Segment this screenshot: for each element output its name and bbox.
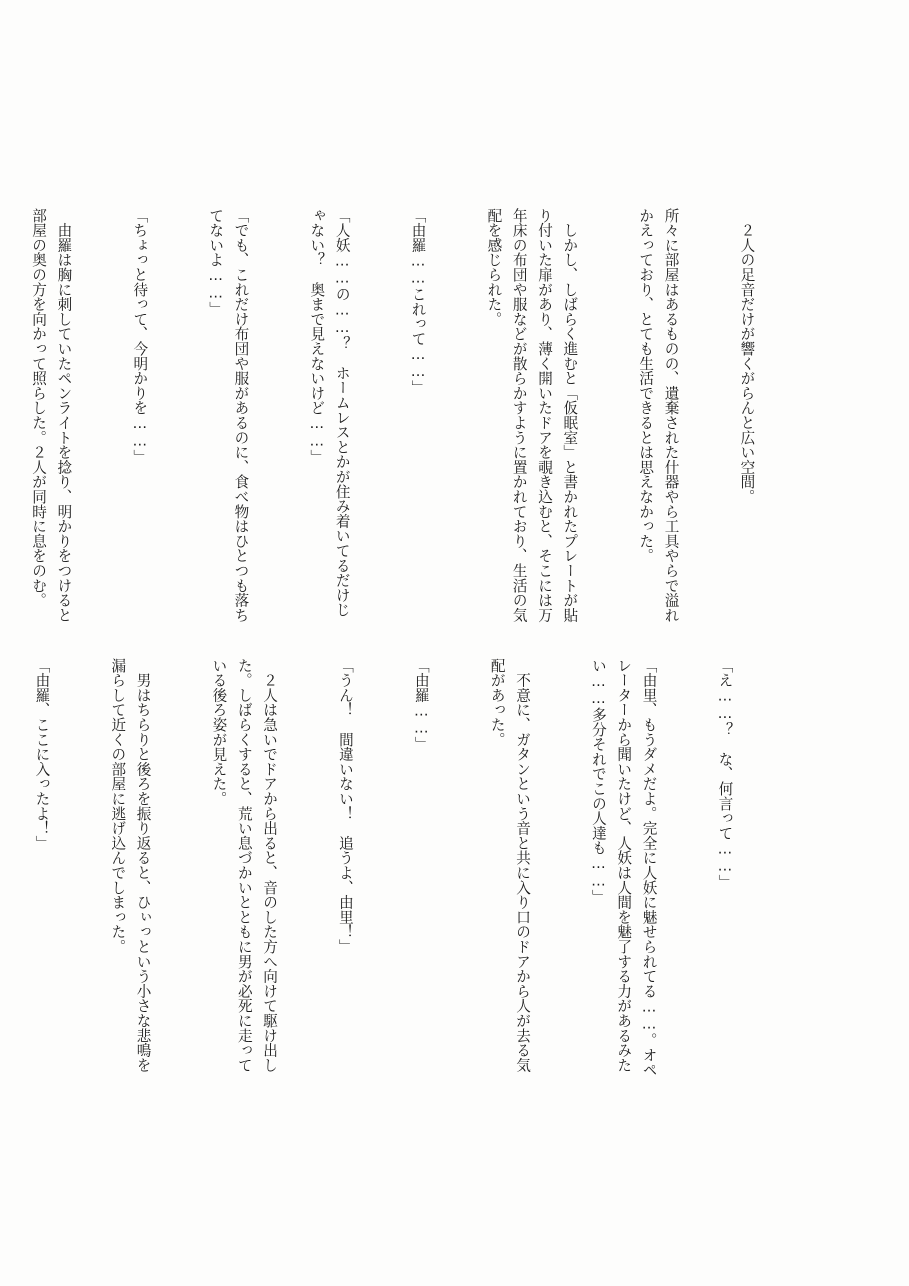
text-paragraph: 「由里、もうダメだよ。完全に人妖に魅せられてる……。オペレーターから聞いたけど、人妖は人間を魅了する力があるみたい……多分それでこの人達も……」: [589, 658, 658, 1078]
text-paragraph: 「え……？ な、何言って……」: [716, 658, 734, 890]
upper-text-block: [30, 208, 810, 628]
text-paragraph: 「由羅……これって……」: [409, 208, 427, 396]
lower-text-block: [33, 658, 788, 1078]
text-paragraph: 「由羅、ここに入ったよ！」: [33, 658, 51, 851]
text-paragraph: 男はちらりと後ろを振り返ると、ひぃっという小さな悲鳴を漏らして近くの部屋に逃げ込んでしまった。: [109, 658, 152, 1073]
text-paragraph: 「でも、これだけ布団や服があるのに、食べ物はひとつも落ちてないよ……」: [207, 208, 250, 623]
text-paragraph: 「由羅……」: [412, 658, 430, 752]
text-paragraph: 由羅は胸に刺していたペンライトを捻り、明かりをつけると部屋の奥の方を向かって照らした。２人が同時に息をのむ。: [30, 208, 73, 623]
text-paragraph: ２人は急いでドアから出ると、音のした方へ向けて駆け出した。しばらくすると、荒い息づかいとともに男が必死に走っている後ろ姿が見えた。: [210, 658, 279, 1073]
text-paragraph: しかし、しばらく進むと「仮眠室」と書かれたプレートが貼り付いた扉があり、薄く開いたドアを覗き込むと、そこには万年床の布団や服などが散らかすように置かれており、生活の気配を感じられた。: [485, 208, 579, 623]
text-paragraph: 「ちょっと待って、今明かりを……」: [131, 208, 149, 465]
text-paragraph: ２人の足音だけが響くがらんと広い空間。: [738, 208, 756, 504]
text-paragraph: 「人妖……の……？ ホームレスとかが住み着いてるだけじゃない？ 奥まで見えないけど……」: [308, 208, 351, 618]
text-paragraph: 「うん！ 間違いない！ 追うよ、由里！」: [336, 658, 354, 954]
text-paragraph: 不意に、ガタンという音と共に入り口のドアから人が去る気配があった。: [488, 658, 532, 1073]
text-paragraph: 所々に部屋はあるものの、遺棄された什器やら工具やらで溢れかえっており、とても生活できるとは思えなかった。: [637, 208, 680, 623]
